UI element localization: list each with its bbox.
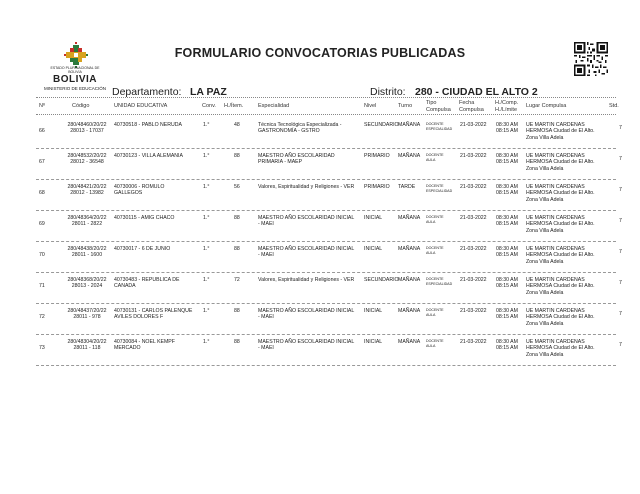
- cell-n: 73: [39, 345, 45, 351]
- cell-nivel: SECUNDARIO: [364, 122, 399, 128]
- esp-line: MAESTRO AÑO ESCOLARIDAD INICIAL: [258, 308, 355, 314]
- cell-cod: [62, 277, 112, 290]
- codigo-line2: 28011 - 118: [73, 345, 101, 352]
- esp-line: - MAEI: [258, 221, 274, 228]
- departamento-label: Departamento:: [112, 86, 182, 98]
- header-codigo: Código: [72, 103, 90, 109]
- cell-esp: [258, 308, 354, 321]
- cell-lugar: [526, 215, 595, 234]
- lugar-line: Zona Villa Adela: [526, 258, 564, 265]
- cell-tipo: [426, 246, 444, 256]
- cell-hora: [496, 246, 518, 259]
- cell-ue: [114, 184, 164, 197]
- cell-std: 7: [619, 311, 622, 317]
- cell-hitem: 88: [234, 339, 240, 345]
- ue-line: AVILES DOLORES F: [114, 314, 164, 321]
- cell-fecha: 21-03-2022: [460, 246, 487, 252]
- cell-hitem: 88: [234, 153, 240, 159]
- header-hitem: H./Ítem.: [224, 103, 244, 109]
- cell-n: 66: [39, 128, 45, 134]
- row-divider: [36, 303, 616, 304]
- hora-limite: 08:15 AM: [496, 283, 518, 290]
- codigo-line1: 280/48437/20/22: [67, 308, 107, 314]
- esp-line: MAESTRO AÑO ESCOLARIDAD: [258, 153, 335, 159]
- codigo-line2: 28012 - 36548: [70, 159, 104, 166]
- header-hcomp-line1: H./Comp.: [495, 100, 519, 106]
- cell-hora: [496, 308, 518, 321]
- tipo-line: DOCENTE: [426, 277, 444, 281]
- ue-line: 40730006 - ROMULO: [114, 184, 165, 190]
- cell-nivel: INICIAL: [364, 246, 383, 252]
- codigo-line2: 28011 - 2822: [71, 221, 103, 228]
- header-turno: Turno: [398, 103, 413, 109]
- cell-n: 72: [39, 314, 45, 320]
- header-tipo-line2: Compulsa: [426, 106, 451, 113]
- cell-esp: [258, 339, 354, 352]
- logo-subtitle: ESTADO PLURINACIONAL DE BOLIVIA: [50, 66, 100, 74]
- tipo-line: DOCENTE: [426, 153, 444, 157]
- lugar-line: UE MARTIN CARDENAS: [526, 215, 585, 221]
- table-row: [0, 243, 640, 274]
- tipo-line: AULA: [426, 250, 436, 255]
- lugar-line: UE MARTIN CARDENAS: [526, 122, 585, 128]
- cell-cod: [62, 153, 112, 166]
- cell-fecha: 21-03-2022: [460, 122, 487, 128]
- cell-std: 7: [619, 125, 622, 131]
- lugar-line: HERMOSA Ciudad de El Alto.: [526, 190, 595, 197]
- ue-line: 40730084 - NOEL KEMPF: [114, 339, 175, 345]
- cell-tipo: [426, 184, 452, 194]
- cell-lugar: [526, 153, 595, 172]
- cell-turno: MAÑANA: [398, 308, 421, 314]
- lugar-line: Zona Villa Adela: [526, 165, 564, 172]
- ue-line: CANADA: [114, 283, 136, 290]
- distrito-value: 280 - CIUDAD EL ALTO 2: [415, 86, 538, 98]
- cell-lugar: [526, 277, 595, 296]
- cell-fecha: 21-03-2022: [460, 215, 487, 221]
- lugar-line: Zona Villa Adela: [526, 196, 564, 203]
- table-row: [0, 119, 640, 150]
- hora-compulsa: 08:30 AM: [496, 246, 518, 252]
- codigo-line1: 280/48460/20/22: [67, 122, 107, 128]
- lugar-line: HERMOSA Ciudad de El Alto.: [526, 159, 595, 166]
- cell-fecha: 21-03-2022: [460, 184, 487, 190]
- cell-turno: MAÑANA: [398, 246, 421, 252]
- esp-line: - MAEI: [258, 345, 274, 352]
- tipo-line: AULA: [426, 312, 436, 317]
- esp-line: PRIMARIA - MAEP: [258, 159, 303, 166]
- cell-conv: 1.°: [203, 184, 210, 190]
- header-tipo: [426, 100, 451, 113]
- cell-nivel: SECUNDARIO: [364, 277, 399, 283]
- cell-lugar: [526, 184, 595, 203]
- cell-turno: MAÑANA: [398, 339, 421, 345]
- lugar-line: UE MARTIN CARDENAS: [526, 308, 585, 314]
- hora-limite: 08:15 AM: [496, 252, 518, 259]
- cell-std: 7: [619, 187, 622, 193]
- cell-nivel: PRIMARIO: [364, 153, 390, 159]
- qr-code-icon: [574, 42, 608, 76]
- logo-text: [44, 66, 106, 85]
- header-especialidad: Especialidad: [258, 103, 290, 109]
- ue-line: 40730131 - CARLOS PALENQUE: [114, 308, 193, 314]
- cell-hora: [496, 339, 518, 352]
- hora-limite: 08:15 AM: [496, 190, 518, 197]
- tipo-line: DOCENTE: [426, 246, 444, 250]
- cell-conv: 1.°: [203, 277, 210, 283]
- cell-cod: [62, 215, 112, 228]
- cell-turno: MAÑANA: [398, 215, 421, 221]
- logo-name: BOLIVIA: [52, 74, 98, 85]
- cell-tipo: [426, 122, 452, 132]
- tipo-line: AULA: [426, 157, 436, 162]
- cell-ue: [114, 122, 182, 128]
- cell-conv: 1.°: [203, 308, 210, 314]
- cell-hitem: 56: [234, 184, 240, 190]
- lugar-line: HERMOSA Ciudad de El Alto.: [526, 221, 595, 228]
- cell-esp: [258, 215, 354, 228]
- tipo-line: DOCENTE: [426, 215, 444, 219]
- cell-ue: [114, 277, 179, 290]
- lugar-line: UE MARTIN CARDENAS: [526, 153, 585, 159]
- lugar-line: UE MARTIN CARDENAS: [526, 277, 585, 283]
- esp-line: Valores, Espiritualidad y Religiones - VER: [258, 277, 355, 283]
- cell-cod: [62, 308, 112, 321]
- table-row: [0, 181, 640, 212]
- esp-line: MAESTRO AÑO ESCOLARIDAD INICIAL: [258, 339, 355, 345]
- cell-std: 7: [619, 218, 622, 224]
- cell-lugar: [526, 308, 595, 327]
- hora-limite: 08:15 AM: [496, 221, 518, 228]
- cell-conv: 1.°: [203, 246, 210, 252]
- tipo-line: AULA: [426, 219, 436, 224]
- distrito-label: Distrito:: [370, 86, 406, 98]
- header-std: Std.: [609, 103, 619, 109]
- cell-ue: [114, 246, 170, 252]
- table-row: [0, 274, 640, 305]
- esp-line: GASTRONOMÍA - GSTRO: [258, 128, 320, 135]
- esp-line: Valores, Espiritualidad y Religiones - VER: [258, 184, 355, 190]
- esp-line: Técnica Tecnológica Especializada -: [258, 122, 342, 128]
- page-title: FORMULARIO CONVOCATORIAS PUBLICADAS: [174, 46, 466, 60]
- cell-lugar: [526, 246, 595, 265]
- header-tipo-line1: Tipo: [426, 100, 437, 106]
- cell-nivel: INICIAL: [364, 339, 383, 345]
- cell-hora: [496, 153, 518, 166]
- cell-esp: [258, 277, 354, 283]
- codigo-line1: 280/48304/20/22: [67, 339, 107, 345]
- lugar-line: UE MARTIN CARDENAS: [526, 184, 585, 190]
- codigo-line2: 28011 - 1600: [71, 252, 103, 259]
- cell-ue: [114, 339, 175, 352]
- hora-compulsa: 08:30 AM: [496, 153, 518, 159]
- cell-lugar: [526, 122, 595, 141]
- cell-esp: [258, 153, 335, 166]
- cell-nivel: INICIAL: [364, 215, 383, 221]
- cell-hitem: 88: [234, 246, 240, 252]
- lugar-line: HERMOSA Ciudad de El Alto.: [526, 128, 595, 135]
- row-divider: [36, 272, 616, 273]
- ministry-name: MINISTERIO DE EDUCACIÓN: [44, 86, 107, 91]
- header-fecha: [459, 100, 484, 113]
- cell-hitem: 72: [234, 277, 240, 283]
- hora-compulsa: 08:30 AM: [496, 277, 518, 283]
- esp-line: MAESTRO AÑO ESCOLARIDAD INICIAL: [258, 215, 355, 221]
- lugar-line: Zona Villa Adela: [526, 134, 564, 141]
- cell-cod: [62, 339, 112, 352]
- row-divider: [36, 179, 616, 180]
- table-row: [0, 212, 640, 243]
- lugar-line: Zona Villa Adela: [526, 227, 564, 234]
- cell-lugar: [526, 339, 595, 358]
- cell-std: 7: [619, 280, 622, 286]
- cell-hitem: 88: [234, 308, 240, 314]
- lugar-line: Zona Villa Adela: [526, 289, 564, 296]
- row-divider: [36, 241, 616, 242]
- cell-ue: [114, 215, 174, 221]
- lugar-line: HERMOSA Ciudad de El Alto.: [526, 314, 595, 321]
- esp-line: MAESTRO AÑO ESCOLARIDAD INICIAL: [258, 246, 355, 252]
- header-divider-bottom: [36, 114, 616, 115]
- header-hcomp: [495, 100, 518, 113]
- row-divider: [36, 210, 616, 211]
- codigo-line2: 28013 - 17037: [70, 128, 104, 135]
- header-fecha-line1: Fecha: [459, 100, 475, 106]
- ue-line: 40730483 - REPUBLICA DE: [114, 277, 180, 283]
- row-divider: [36, 148, 616, 149]
- cell-hora: [496, 184, 518, 197]
- ue-line: 40730017 - 6 DE JUNIO: [114, 246, 171, 252]
- hora-compulsa: 08:30 AM: [496, 122, 518, 128]
- cell-esp: [258, 122, 342, 135]
- cell-conv: 1.°: [203, 215, 210, 221]
- codigo-line1: 280/48364/20/22: [67, 215, 107, 221]
- cell-fecha: 21-03-2022: [460, 153, 487, 159]
- codigo-line1: 280/48438/20/22: [67, 246, 107, 252]
- cell-n: 70: [39, 252, 45, 258]
- hora-compulsa: 08:30 AM: [496, 215, 518, 221]
- tipo-line: DOCENTE: [426, 122, 444, 126]
- cell-fecha: 21-03-2022: [460, 308, 487, 314]
- lugar-line: HERMOSA Ciudad de El Alto.: [526, 345, 595, 352]
- lugar-line: UE MARTIN CARDENAS: [526, 246, 585, 252]
- cell-ue: [114, 308, 192, 321]
- cell-turno: MAÑANA: [398, 122, 421, 128]
- tipo-line: DOCENTE: [426, 308, 444, 312]
- cell-std: 7: [619, 156, 622, 162]
- tipo-line: DOCENTE: [426, 184, 444, 188]
- header-conv: Conv.: [202, 103, 216, 109]
- cell-nivel: PRIMARIO: [364, 184, 390, 190]
- cell-hitem: 88: [234, 215, 240, 221]
- lugar-line: HERMOSA Ciudad de El Alto.: [526, 252, 595, 259]
- table-row: [0, 305, 640, 336]
- esp-line: - MAEI: [258, 252, 274, 259]
- cell-ue: [114, 153, 183, 159]
- lugar-line: Zona Villa Adela: [526, 351, 564, 358]
- cell-tipo: [426, 153, 444, 163]
- cell-n: 67: [39, 159, 45, 165]
- cell-tipo: [426, 339, 444, 349]
- cell-n: 68: [39, 190, 45, 196]
- departamento-value: LA PAZ: [190, 86, 227, 98]
- cell-std: 7: [619, 249, 622, 255]
- hora-limite: 08:15 AM: [496, 345, 518, 352]
- cell-std: 7: [619, 342, 622, 348]
- cell-hitem: 48: [234, 122, 240, 128]
- cell-hora: [496, 277, 518, 290]
- cell-conv: 1.°: [203, 339, 210, 345]
- cell-cod: [62, 122, 112, 135]
- header-nivel: Nivel: [364, 103, 377, 109]
- hora-compulsa: 08:30 AM: [496, 308, 518, 314]
- cell-fecha: 21-03-2022: [460, 339, 487, 345]
- esp-line: - MAEI: [258, 314, 274, 321]
- cell-esp: [258, 184, 354, 190]
- tipo-line: ESPECIALIDAD: [426, 126, 453, 131]
- header-fecha-line2: Compulsa: [459, 106, 484, 113]
- cell-turno: MAÑANA: [398, 277, 421, 283]
- cell-turno: TARDE: [398, 184, 416, 190]
- header-divider-top: [36, 97, 616, 98]
- table-row: [0, 336, 640, 367]
- header-lugar: Lugar Compulsa: [526, 103, 567, 109]
- cell-conv: 1.°: [203, 153, 210, 159]
- codigo-line1: 280/48421/20/22: [67, 184, 107, 190]
- hora-compulsa: 08:30 AM: [496, 184, 518, 190]
- codigo-line2: 28011 - 978: [73, 314, 101, 321]
- cell-n: 71: [39, 283, 45, 289]
- ue-line: GALLEGOS: [114, 190, 143, 197]
- hora-compulsa: 08:30 AM: [496, 339, 518, 345]
- table-row: [0, 150, 640, 181]
- cell-tipo: [426, 215, 444, 225]
- cell-hora: [496, 122, 518, 135]
- ue-line: MERCADO: [114, 345, 141, 352]
- ue-line: 40730123 - VILLA ALEMANIA: [114, 153, 183, 159]
- ue-line: 40730518 - PABLO NERUDA: [114, 122, 182, 128]
- hora-limite: 08:15 AM: [496, 128, 518, 135]
- cell-cod: [62, 184, 112, 197]
- ue-line: 40730115 - AMIG CHACO: [114, 215, 175, 221]
- codigo-line1: 280/48368/20/22: [67, 277, 107, 283]
- row-divider: [36, 334, 616, 335]
- lugar-line: UE MARTIN CARDENAS: [526, 339, 585, 345]
- cell-tipo: [426, 308, 444, 318]
- cell-fecha: 21-03-2022: [460, 277, 487, 283]
- cell-tipo: [426, 277, 452, 287]
- tipo-line: DOCENTE: [426, 339, 444, 343]
- cell-turno: MAÑANA: [398, 153, 421, 159]
- cell-conv: 1.°: [203, 122, 210, 128]
- hora-limite: 08:15 AM: [496, 159, 518, 166]
- codigo-line2: 28013 - 2024: [71, 283, 103, 290]
- codigo-line2: 28012 - 13982: [70, 190, 104, 197]
- tipo-line: ESPECIALIDAD: [426, 281, 453, 286]
- tipo-line: AULA: [426, 343, 436, 348]
- lugar-line: Zona Villa Adela: [526, 320, 564, 327]
- tipo-line: ESPECIALIDAD: [426, 188, 453, 193]
- lugar-line: HERMOSA Ciudad de El Alto.: [526, 283, 595, 290]
- hora-limite: 08:15 AM: [496, 314, 518, 321]
- cell-esp: [258, 246, 354, 259]
- header-hcomp-line2: H./Límite: [495, 106, 518, 113]
- cell-cod: [62, 246, 112, 259]
- codigo-line1: 280/48532/20/22: [67, 153, 107, 159]
- cell-n: 69: [39, 221, 45, 227]
- header-n: Nº: [39, 103, 45, 109]
- header-ue: UNIDAD EDUCATIVA: [114, 103, 168, 109]
- cell-hora: [496, 215, 518, 228]
- row-divider: [36, 365, 616, 366]
- cell-nivel: INICIAL: [364, 308, 383, 314]
